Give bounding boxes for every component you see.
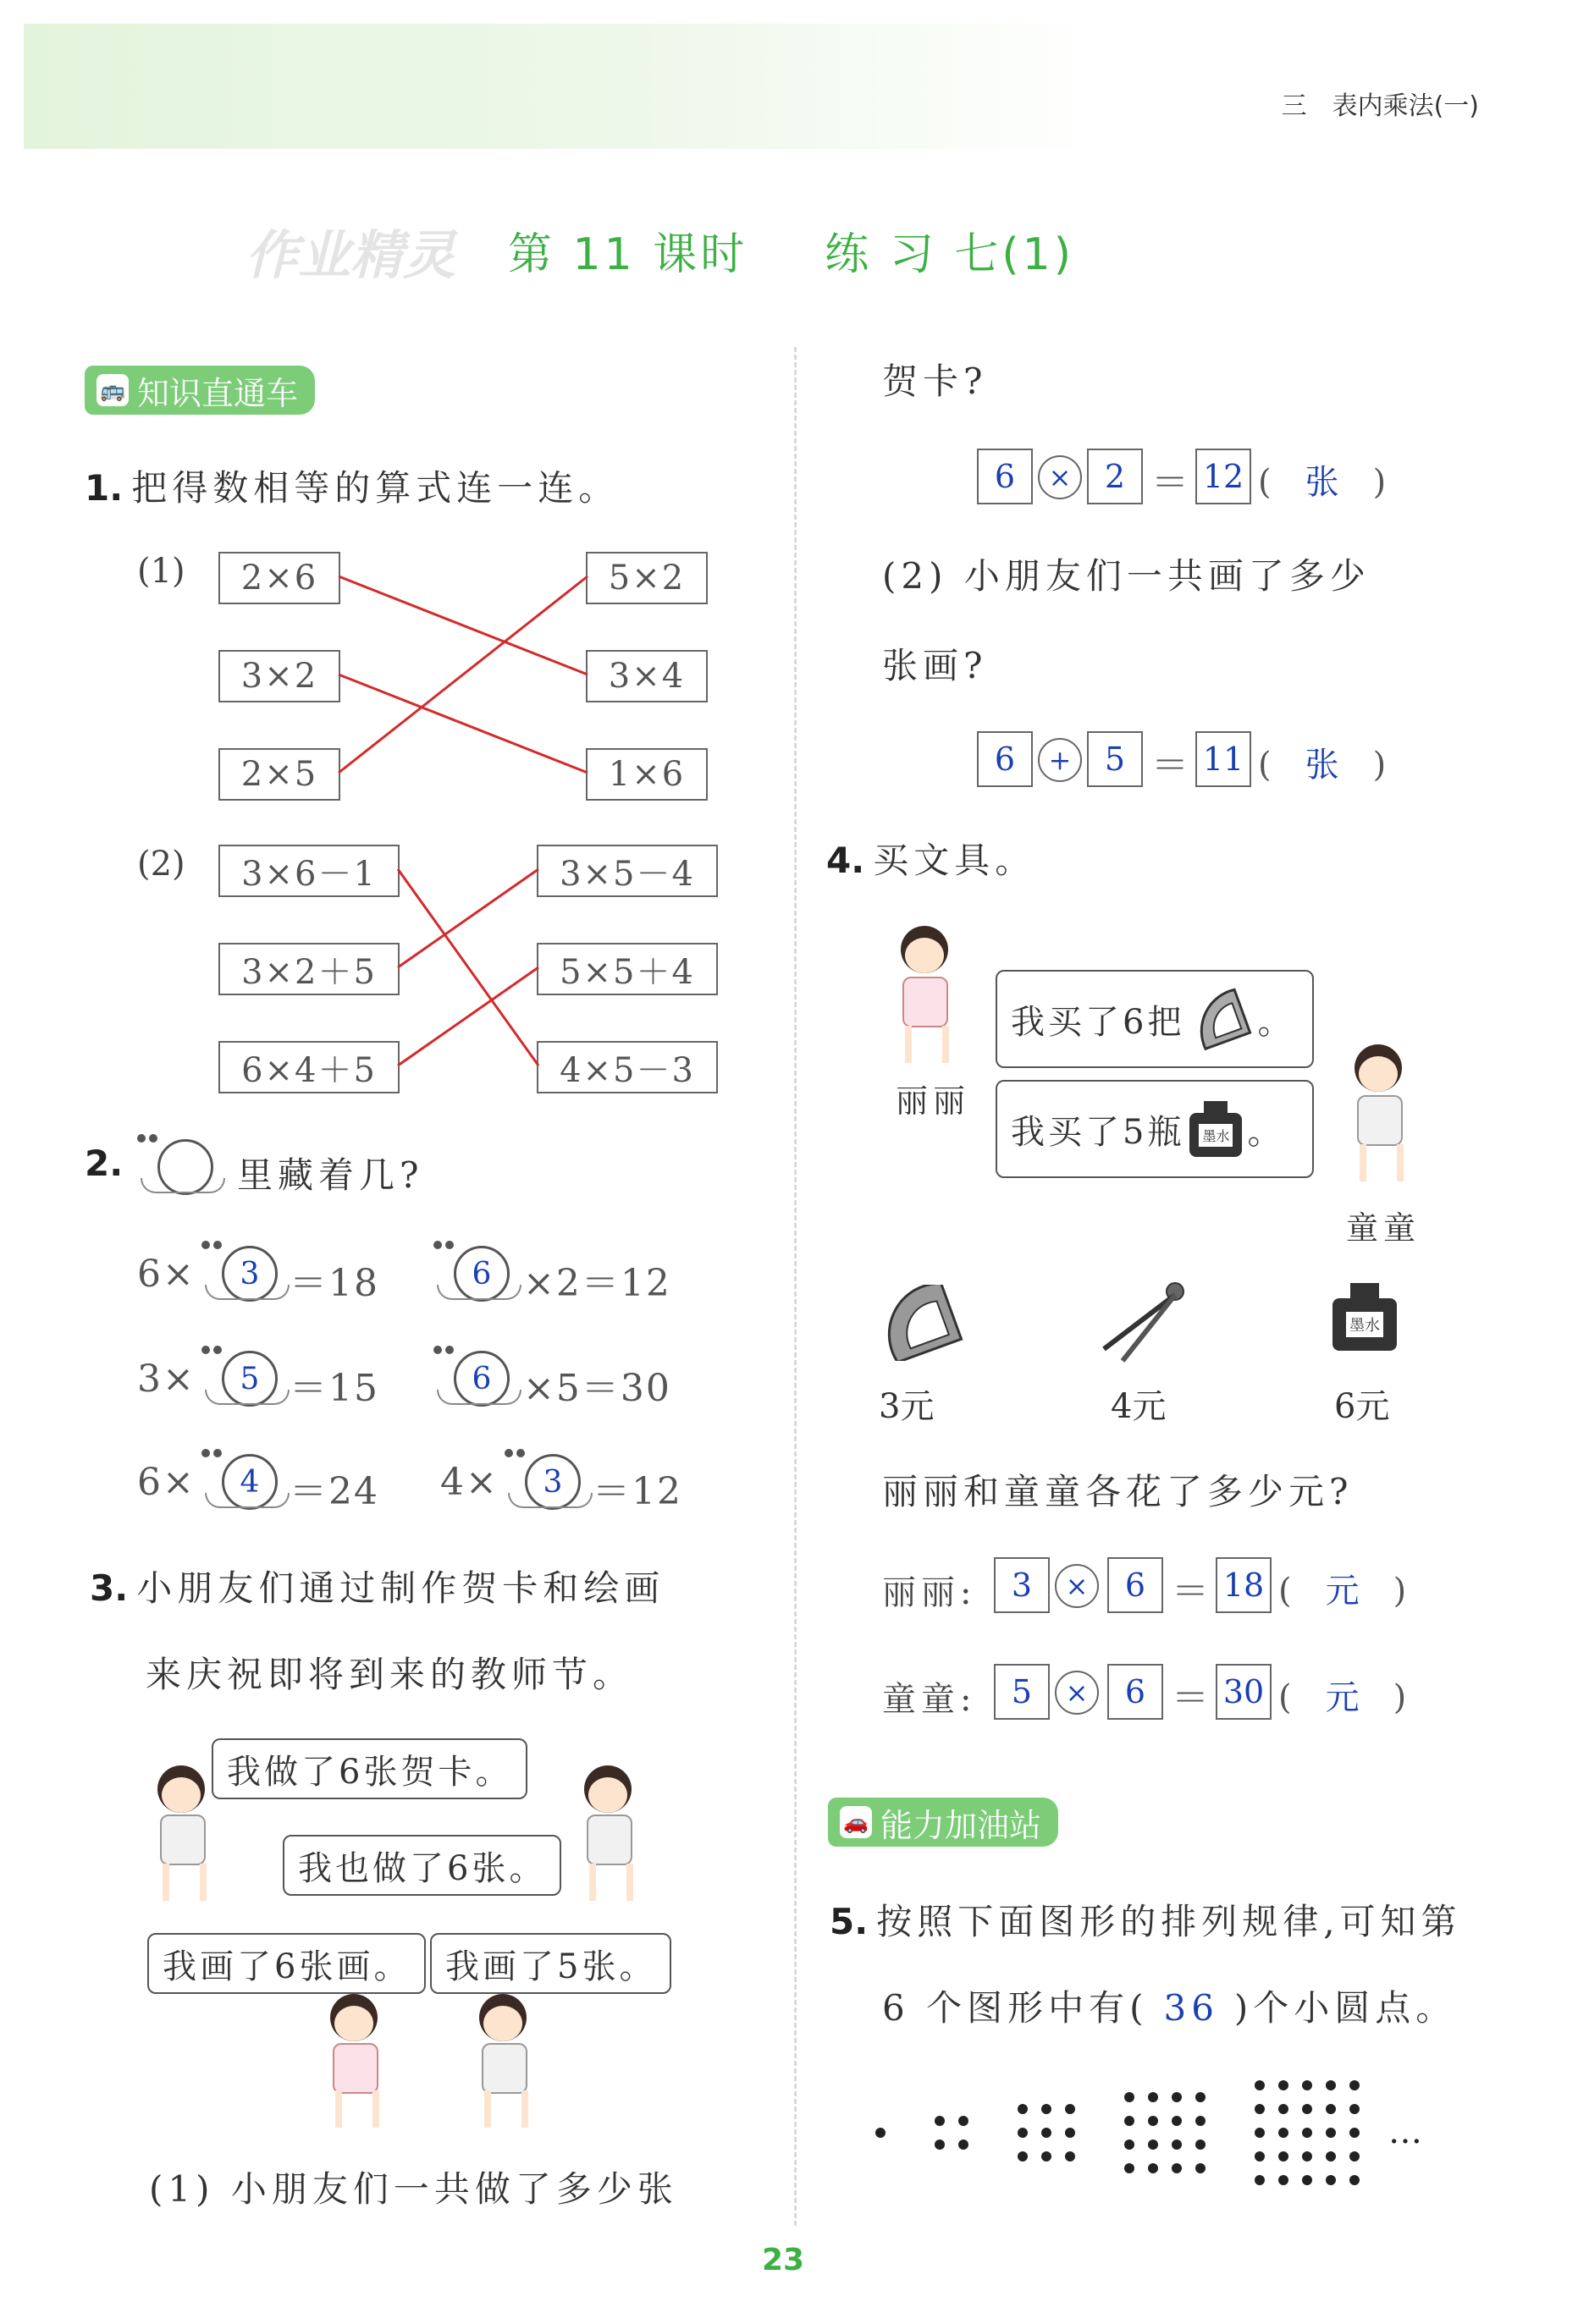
pattern-dot <box>1326 2128 1336 2138</box>
q2-r2-a-pre: 6× <box>137 1461 196 1504</box>
speech-bubble-lili <box>996 970 1314 1068</box>
price-compass: 4元 <box>1111 1387 1167 1426</box>
q2-r2-b-pre: 4× <box>440 1461 499 1504</box>
pattern-dot <box>1041 2128 1051 2138</box>
pattern-dot <box>1302 2151 1312 2162</box>
compass-icon <box>1092 1276 1194 1369</box>
operator-circle[interactable]: × <box>1055 1671 1099 1715</box>
q3-line2: 来庆祝即将到来的教师节。 <box>146 1654 634 1695</box>
match-line <box>339 576 588 675</box>
q2-r0-b-post: ×2＝12 <box>523 1262 671 1305</box>
pattern-dot <box>1041 2104 1051 2114</box>
car-icon: 🚗 <box>840 1806 872 1838</box>
q3-sub1-line1: (1) 小朋友们一共做了多少张 <box>149 2168 678 2210</box>
pattern-dot <box>1278 2151 1288 2162</box>
pattern-dot <box>1326 2175 1336 2185</box>
bus-icon: 🚌 <box>97 374 129 406</box>
snail-answer[interactable] <box>432 1241 525 1302</box>
pattern-dot <box>1148 2116 1158 2126</box>
pattern-dot <box>1041 2151 1051 2162</box>
q1-p1-left-0[interactable]: 2×6 <box>218 552 340 604</box>
pattern-dot <box>1255 2151 1265 2162</box>
q1-p2-right-0[interactable]: 3×5－4 <box>537 845 718 897</box>
pattern-dot <box>1302 2104 1312 2114</box>
price-ink: 6元 <box>1334 1387 1390 1426</box>
pattern-dot <box>1148 2163 1158 2173</box>
chapter-header: 三 表内乘法(一) <box>1281 91 1479 121</box>
q5-prompt <box>830 1894 1462 1945</box>
q4-text: 买文具。 <box>873 840 1036 881</box>
q1-part2-label: (2) <box>137 845 185 884</box>
q5-line1: 按照下面图形的排列规律,可知第 <box>876 1901 1462 1942</box>
q5-line2-pre: 6 个图形中有( <box>882 1987 1149 2029</box>
pattern-dot <box>1278 2080 1288 2090</box>
pattern-dot <box>1326 2104 1336 2114</box>
pattern-dot <box>1278 2104 1288 2114</box>
pattern-dot <box>958 2116 968 2126</box>
equals-sign: ＝ <box>1172 1570 1209 1613</box>
boy-illustration <box>149 1765 217 1909</box>
snail-icon <box>135 1134 229 1195</box>
page-number: 23 <box>762 2243 805 2277</box>
bubble-text: 。 <box>1257 1002 1295 1042</box>
pattern-dot <box>1124 2140 1134 2150</box>
snail-answer[interactable] <box>503 1449 596 1510</box>
equals-sign: ＝ <box>1172 1677 1209 1720</box>
q1-p1-right-1[interactable]: 3×4 <box>586 650 708 702</box>
match-line <box>398 967 538 1066</box>
q2-number: 2. <box>85 1143 124 1184</box>
speech-bubble: 我也做了6张。 <box>283 1835 561 1896</box>
snail-answer-value: 3 <box>525 1454 581 1510</box>
pattern-dot <box>1148 2140 1158 2150</box>
q2-r2-a-post: ＝24 <box>290 1470 379 1513</box>
ink-label: 墨水 <box>1346 1312 1383 1337</box>
q1-p2-right-2[interactable]: 4×5－3 <box>537 1041 718 1093</box>
operator-circle[interactable]: + <box>1038 738 1082 782</box>
q3-line1: 小朋友们通过制作贺卡和绘画 <box>136 1567 665 1609</box>
q3-sub1-line2: 贺卡? <box>882 361 988 402</box>
q5-line2-post: )个小圆点。 <box>1233 1987 1457 2029</box>
q1-text: 把得数相等的算式连一连。 <box>131 467 620 509</box>
match-line <box>339 576 588 773</box>
ink-bottle-icon <box>1332 1283 1397 1351</box>
snail-answer[interactable] <box>200 1346 293 1407</box>
q3-prompt <box>90 1561 665 1611</box>
q4-question: 丽丽和童童各花了多少元? <box>882 1471 1354 1512</box>
q1-number: 1. <box>85 467 124 509</box>
pattern-dot <box>1195 2163 1206 2173</box>
pattern-dot <box>1124 2116 1134 2126</box>
pattern-dot <box>1065 2104 1075 2114</box>
pattern-dot <box>1195 2092 1206 2102</box>
q1-p1-left-2[interactable]: 2×5 <box>218 748 340 801</box>
answer-box[interactable]: 5 <box>994 1664 1050 1720</box>
q1-part1-label: (1) <box>137 552 185 591</box>
q4-prompt <box>826 833 1035 884</box>
q1-p2-right-1[interactable]: 5×5＋4 <box>537 943 718 995</box>
pattern-dot <box>1349 2175 1360 2185</box>
q2-r1-a-post: ＝15 <box>290 1367 379 1410</box>
pattern-dot <box>1278 2175 1288 2185</box>
pattern-dot <box>1065 2151 1075 2162</box>
answer-box[interactable]: 6 <box>1107 1664 1163 1720</box>
q1-p2-left-1[interactable]: 3×2＋5 <box>218 943 400 995</box>
pattern-dot <box>1195 2116 1206 2126</box>
protractor-icon <box>877 1285 970 1361</box>
pattern-dot <box>1172 2140 1182 2150</box>
unit-answer: 张 <box>1305 746 1339 785</box>
q2-text: 里藏着几? <box>237 1154 424 1196</box>
q1-p2-left-2[interactable]: 6×4＋5 <box>218 1041 400 1093</box>
pattern-dot <box>1018 2128 1028 2138</box>
lesson-topic: 练 习 七(1) <box>825 229 1075 280</box>
unit-answer: 元 <box>1325 1678 1360 1717</box>
snail-answer-value: 4 <box>222 1454 278 1510</box>
bubble-text: 。 <box>1247 1112 1285 1152</box>
pattern-dot <box>935 2140 945 2150</box>
match-line <box>398 869 538 967</box>
q2-r1-a-pre: 3× <box>137 1358 196 1401</box>
girl-lili-illustration <box>889 926 965 1070</box>
speech-bubble-tong <box>996 1080 1314 1178</box>
girl-illustration <box>322 1994 389 2129</box>
pattern-dot <box>1065 2128 1075 2138</box>
pattern-dot <box>1255 2175 1265 2185</box>
answer-box[interactable]: 3 <box>994 1557 1050 1613</box>
pattern-dot <box>1349 2104 1360 2114</box>
snail-answer[interactable] <box>200 1241 293 1302</box>
ink-bottle-icon <box>1189 1101 1242 1157</box>
snail-answer[interactable] <box>432 1346 525 1407</box>
unit-paren: ( 元 ) <box>1278 1572 1407 1611</box>
pattern-dot <box>1349 2080 1360 2090</box>
answer-box[interactable]: 30 <box>1216 1664 1272 1720</box>
snail-answer-value: 6 <box>454 1246 510 1302</box>
q2-r1-b-post: ×5＝30 <box>523 1367 671 1410</box>
lesson-number: 第 11 课时 <box>508 229 748 280</box>
pattern-dot <box>1255 2104 1265 2114</box>
pattern-dot <box>1326 2080 1336 2090</box>
unit-paren: ( 元 ) <box>1278 1678 1407 1717</box>
pattern-dot <box>1172 2163 1182 2173</box>
speech-bubble: 我画了6张画。 <box>147 1933 426 1994</box>
bubble-text: 我买了6把 <box>1011 1002 1185 1042</box>
q1-p2-left-0[interactable]: 3×6－1 <box>218 845 400 897</box>
watermark-stamp: 作业精灵 <box>246 224 456 286</box>
pattern-dot <box>1349 2151 1360 2162</box>
pattern-dot <box>1278 2128 1288 2138</box>
q1-p1-right-0[interactable]: 5×2 <box>586 552 708 604</box>
section-tag-label: 能力加油站 <box>880 1806 1042 1844</box>
pattern-dot <box>1195 2140 1206 2150</box>
operator-circle[interactable]: × <box>1038 455 1082 499</box>
answer-box[interactable]: 11 <box>1195 731 1251 787</box>
answer-box[interactable]: 2 <box>1087 449 1143 504</box>
pattern-dot <box>1302 2175 1312 2185</box>
q2-r0-a-pre: 6× <box>137 1253 196 1296</box>
ink-label: 墨水 <box>1199 1124 1233 1147</box>
pattern-dot <box>1349 2128 1360 2138</box>
q3-sub2-line1: (2) 小朋友们一共画了多少 <box>882 555 1371 597</box>
match-line <box>339 675 588 773</box>
pattern-dot <box>1255 2080 1265 2090</box>
pattern-dot <box>1302 2080 1312 2090</box>
boy-illustration <box>576 1765 643 1909</box>
answer-box[interactable]: 6 <box>977 449 1033 504</box>
q5-line2 <box>882 1980 1456 2031</box>
pattern-ellipsis: … <box>1388 2112 1422 2151</box>
snail-answer-value: 6 <box>454 1351 510 1407</box>
answer-box[interactable]: 18 <box>1216 1557 1272 1613</box>
q4-number: 4. <box>826 840 865 881</box>
protractor-icon <box>1189 988 1252 1050</box>
name-lili: 丽丽 <box>896 1082 971 1120</box>
unit-answer: 元 <box>1325 1572 1360 1611</box>
operator-circle[interactable]: × <box>1055 1564 1099 1608</box>
pattern-dot <box>1018 2104 1028 2114</box>
boy-tongtong-illustration <box>1346 1044 1414 1197</box>
name-tongtong: 童童 <box>1346 1209 1421 1247</box>
q1-p1-left-1[interactable]: 3×2 <box>218 650 340 702</box>
pattern-dot <box>958 2140 968 2150</box>
pattern-dot <box>1302 2128 1312 2138</box>
answer-box[interactable]: 6 <box>977 731 1033 787</box>
section-tag-label: 知识直通车 <box>137 374 299 412</box>
tong-label: 童童: <box>882 1680 977 1719</box>
pattern-dot <box>935 2116 945 2126</box>
snail-answer-value: 3 <box>222 1246 278 1302</box>
q2-r0-a-post: ＝18 <box>290 1262 379 1305</box>
unit-paren: ( 张 ) <box>1258 463 1387 502</box>
q3-number: 3. <box>90 1567 129 1609</box>
lili-label: 丽丽: <box>882 1573 977 1612</box>
pattern-dot <box>1124 2163 1134 2173</box>
snail-answer[interactable] <box>200 1449 293 1510</box>
pattern-dot <box>1326 2151 1336 2162</box>
pattern-dot <box>1172 2116 1182 2126</box>
answer-box[interactable]: 5 <box>1087 731 1143 787</box>
equals-sign: ＝ <box>1151 461 1189 504</box>
answer-box[interactable]: 6 <box>1107 1557 1163 1613</box>
snail-answer-value: 5 <box>222 1351 278 1407</box>
dot-pattern-figures <box>863 2057 1515 2209</box>
equals-sign: ＝ <box>1151 744 1189 787</box>
q5-number: 5. <box>830 1901 869 1942</box>
pattern-dot <box>1148 2092 1158 2102</box>
answer-box[interactable]: 12 <box>1195 449 1251 504</box>
q2-r2-b-post: ＝12 <box>593 1470 682 1513</box>
boy-illustration <box>471 1994 538 2129</box>
q3-sub2-line2: 张画? <box>882 645 988 686</box>
speech-bubble: 我做了6张贺卡。 <box>212 1738 527 1799</box>
pattern-dot <box>1172 2092 1182 2102</box>
pattern-dot <box>875 2128 886 2138</box>
match-line <box>398 869 538 1066</box>
q5-answer[interactable]: 36 <box>1163 1987 1219 2029</box>
unit-answer: 张 <box>1305 463 1339 502</box>
unit-paren: ( 张 ) <box>1258 746 1387 785</box>
pattern-dot <box>1018 2151 1028 2162</box>
section-tag-ability <box>828 1798 1058 1847</box>
q1-p1-right-2[interactable]: 1×6 <box>586 748 708 801</box>
speech-bubble: 我画了5张。 <box>430 1933 671 1994</box>
bubble-text: 我买了5瓶 <box>1011 1112 1185 1152</box>
pattern-dot <box>1124 2092 1134 2102</box>
price-protractor: 3元 <box>879 1387 935 1426</box>
pattern-dot <box>1255 2128 1265 2138</box>
q2-prompt <box>85 1143 131 1184</box>
